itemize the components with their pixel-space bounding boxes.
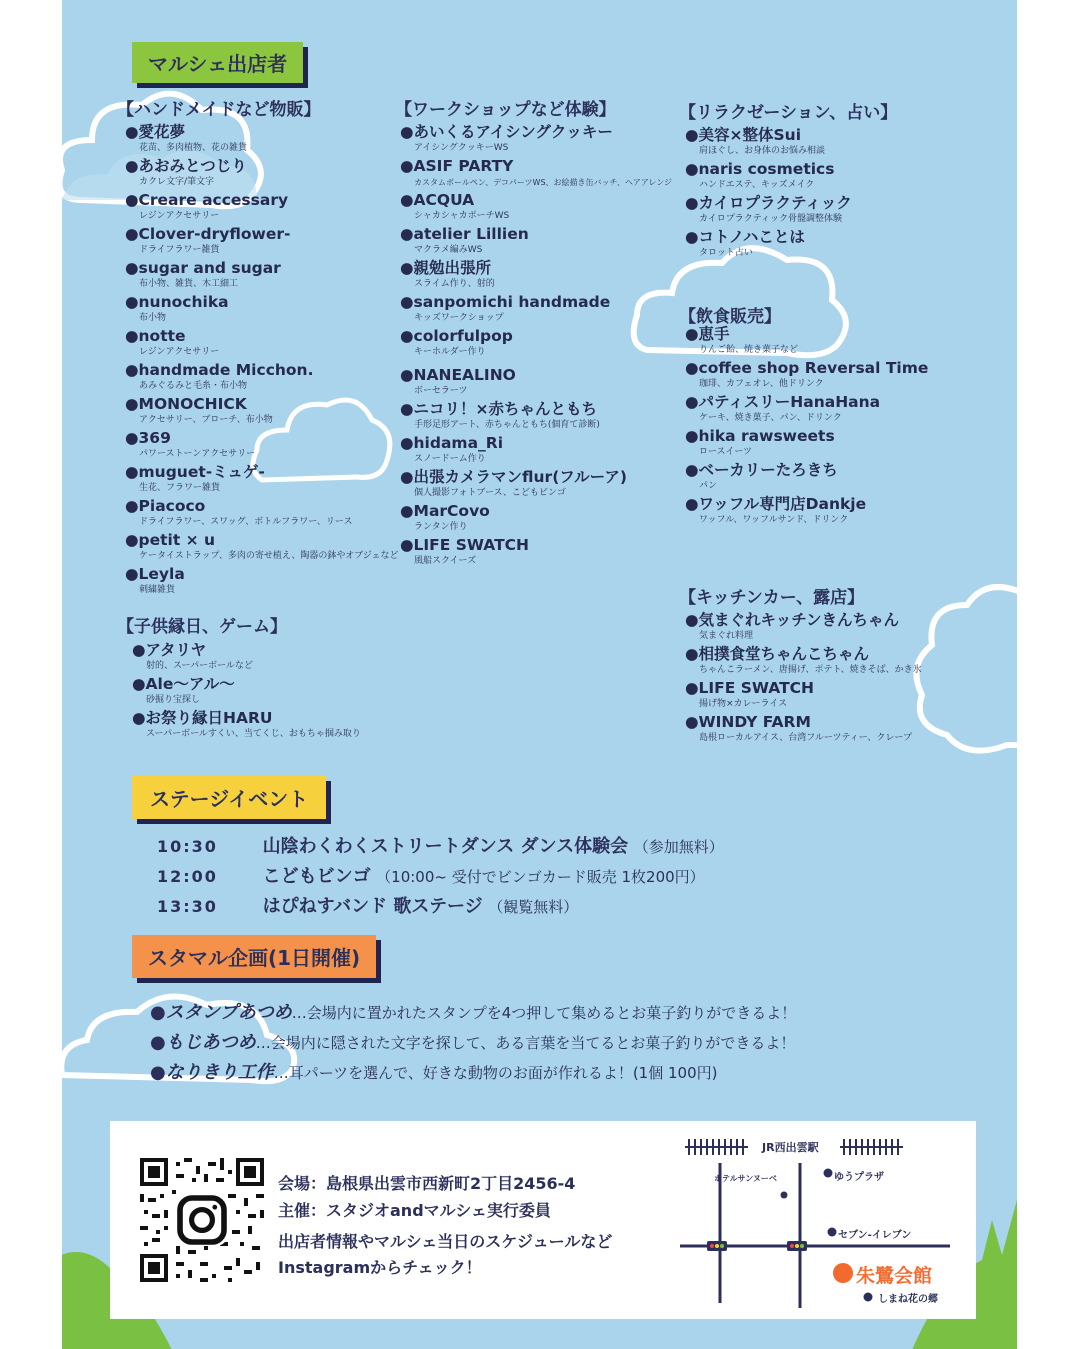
vendor-name: ●Piacoco <box>125 497 206 515</box>
poster <box>62 0 1017 1349</box>
cloud-outline-lowright <box>907 575 1017 765</box>
vendor-desc: スライム作り、射的 <box>414 279 495 289</box>
vendor-name: ●ワッフル専門店Dankje <box>685 495 867 513</box>
map-label-station: JR西出雲駅 <box>762 1141 819 1154</box>
vendor-name: ●愛花夢 <box>125 123 186 141</box>
vendor-desc: スーパーボールすくい、当てくじ、おもちゃ掴み取り <box>146 729 361 739</box>
vendor-desc: あみぐるみと毛糸・布小物 <box>139 381 248 391</box>
vendor-name: ●Ale〜アル〜 <box>132 675 235 693</box>
vendor-desc: ドライフラワー、スワッグ、ボトルフラワー、リース <box>139 517 353 527</box>
plan-title: ●スタンプあつめ <box>150 1002 292 1023</box>
vendor-name: ●handmade Micchon. <box>125 361 314 379</box>
list-item <box>400 327 672 359</box>
list-item <box>125 361 399 393</box>
list-item <box>125 293 399 325</box>
vendor-desc: パン <box>699 481 718 491</box>
vendor-desc: ケーキ、焼き菓子、パン、ドリンク <box>699 413 842 423</box>
map-label-seven-eleven: セブン-イレブン <box>838 1230 912 1241</box>
vendor-desc: レジンアクセサリー <box>139 347 220 357</box>
vendor-name: ●WINDY FARM <box>685 713 811 731</box>
vendor-name: ●naris cosmetics <box>685 160 835 178</box>
vendor-desc: キッズワークショップ <box>414 313 504 323</box>
vendor-name: ●気まぐれキッチンきんちゃん <box>685 611 899 629</box>
vendor-desc: シャカシャカポーチWS <box>414 211 510 221</box>
map-label-hotel: ホテルサンヌーベ <box>714 1174 777 1183</box>
vendor-name: ●ACQUA <box>400 191 475 209</box>
list-item <box>685 160 852 192</box>
list-item <box>685 325 928 357</box>
info-box <box>110 1121 976 1319</box>
list-item <box>125 463 399 495</box>
vendor-desc: 島根ローカルアイス、台湾フルーツティー、クレープ <box>699 733 912 743</box>
stage-row <box>157 892 578 918</box>
info-note-1: 出店者情報やマルシェ当日のスケジュールなど <box>278 1232 613 1251</box>
vendor-desc: りんご飴、焼き菓子など <box>699 345 799 355</box>
list-item <box>400 400 672 432</box>
vendor-name: ●coffee shop Reversal Time <box>685 359 929 377</box>
handmade-list <box>125 123 399 599</box>
map-label-garden: しまね花の郷 <box>878 1294 938 1305</box>
plan-desc: …会場内に置かれたスタンプを4つ押して集めるとお菓子釣りができるよ！ <box>291 1004 797 1022</box>
map-label-venue: 朱鷺会館 <box>856 1265 933 1287</box>
list-item <box>400 468 672 500</box>
list-item <box>125 429 399 461</box>
plan-title: ●なりきり工作 <box>150 1062 274 1083</box>
vendor-name: ●NANEALINO <box>400 366 516 384</box>
vendor-desc: 個人撮影フォトブース、こどもビンゴ <box>414 488 566 498</box>
vendor-name: ●あおみとつじり <box>125 157 247 175</box>
plan-title: ●もじあつめ <box>150 1032 256 1053</box>
vendor-desc: 揚げ物×カレーライス <box>699 699 788 709</box>
stage-row <box>157 862 705 888</box>
venue-address: 会場：島根県出雲市西新町2丁目2456-4 <box>278 1174 576 1193</box>
vendor-desc: ハンドエステ、キッズメイク <box>699 180 815 190</box>
vendor-name: ●colorfulpop <box>400 327 513 345</box>
vendor-name: ●muguet-ミュゲ- <box>125 463 265 481</box>
relax-list <box>685 126 852 262</box>
plan-row <box>150 1058 717 1084</box>
vendor-name: ●nunochika <box>125 293 229 311</box>
vendor-name: ●notte <box>125 327 186 345</box>
vendor-desc: アクセサリー、ブローチ、布小物 <box>139 415 273 425</box>
vendor-desc: レジンアクセサリー <box>139 211 220 221</box>
plan-row <box>150 1028 795 1054</box>
info-note-2: Instagramからチェック！ <box>278 1258 482 1277</box>
list-item <box>685 359 928 391</box>
vendor-name: ●コトノハことは <box>685 228 805 246</box>
stage-time: 13:30 <box>157 897 218 916</box>
category-handmade-title: 【ハンドメイドなど物販】 <box>117 100 321 120</box>
vendor-name: ●LIFE SWATCH <box>400 536 530 554</box>
stage-time: 12:00 <box>157 867 218 886</box>
vendor-desc: ドライフラワー雑貨 <box>139 245 220 255</box>
stage-title: こどもビンゴ <box>262 866 371 887</box>
stage-title: はぴねすバンド 歌ステージ <box>262 896 483 917</box>
vendor-desc: 生花、フラワー雑貨 <box>139 483 221 493</box>
list-item <box>125 497 399 529</box>
list-item <box>400 536 672 568</box>
vendor-desc: ロースイーツ <box>699 447 753 457</box>
list-item <box>400 366 672 398</box>
vendor-name: ●Leyla <box>125 565 185 583</box>
vendor-desc: 珈琲、カフェオレ、他ドリンク <box>699 379 824 389</box>
vendor-name: ●美容×整体Sui <box>685 126 802 144</box>
category-workshop-title: 【ワークショップなど体験】 <box>395 100 616 120</box>
vendor-name: ●出張カメラマンflur(フルーア) <box>400 468 627 486</box>
vendor-name: ●369 <box>125 429 171 447</box>
vendor-desc: 刺繍雑貨 <box>139 585 176 595</box>
vendor-desc: ちゃんこラーメン、唐揚げ、ポテト、焼きそば、かき氷 <box>699 665 922 675</box>
vendor-desc: キーホルダー作り <box>414 347 486 357</box>
vendor-name: ●Creare accessary <box>125 191 289 209</box>
vendor-desc: カイロプラクティック骨盤調整体験 <box>699 214 843 224</box>
list-item <box>400 259 672 291</box>
list-item <box>125 225 399 257</box>
list-item <box>685 126 852 158</box>
list-item <box>685 495 928 527</box>
list-item <box>125 259 399 291</box>
list-item <box>685 611 922 643</box>
vendor-name: ●パティスリーHanaHana <box>685 393 881 411</box>
list-item <box>400 434 672 466</box>
list-item <box>685 679 922 711</box>
vendor-name: ●hika rawsweets <box>685 427 835 445</box>
stage-title: 山陰わくわくストリートダンス ダンス体験会 <box>262 836 629 857</box>
vendor-desc: マクラメ編みWS <box>414 245 483 255</box>
vendor-name: ●ベーカリーたろきち <box>685 461 838 479</box>
vendor-desc: スノードーム作り <box>414 454 486 464</box>
list-item <box>125 123 399 155</box>
section-tag-plan: スタマル企画(1日開催) <box>132 935 376 978</box>
vendor-desc: 風船スクイーズ <box>414 556 477 566</box>
vendor-name: ●hidama_Ri <box>400 434 504 452</box>
vendor-desc: 布小物、雑貨、木工細工 <box>139 279 239 289</box>
vendor-name: ●恵手 <box>685 325 730 343</box>
category-relax-title: 【リラクゼーション、占い】 <box>679 103 898 123</box>
category-kitchen-title: 【キッチンカー、露店】 <box>679 588 865 608</box>
vendor-desc: ボーセラーツ <box>414 386 468 396</box>
stage-note: （参加無料） <box>633 838 724 856</box>
vendor-name: ●petit × u <box>125 531 216 549</box>
vendor-desc: カクレ文字/筆文字 <box>139 177 215 187</box>
vendor-name: ●Clover-dryflower- <box>125 225 291 243</box>
section-tag-marche: マルシェ出店者 <box>132 42 303 83</box>
vendor-desc: ケータイストラップ、多肉の寄せ植え、陶器の鉢やオブジェなど <box>139 551 399 561</box>
workshop-list <box>400 123 672 570</box>
vendor-desc: ワッフル、ワッフルサンド、ドリンク <box>699 515 849 525</box>
vendor-desc: ランタン作り <box>414 522 468 532</box>
vendor-desc: 気まぐれ料理 <box>699 631 754 641</box>
vendor-desc: パワーストーンアクセサリー <box>139 449 256 459</box>
kids-list <box>132 641 361 743</box>
vendor-desc: 砂掘り宝探し <box>146 695 201 705</box>
vendor-name: ●アタリヤ <box>132 641 207 659</box>
vendor-name: ●あいくるアイシングクッキー <box>400 123 613 141</box>
stage-note: （観覧無料） <box>488 898 579 916</box>
list-item <box>132 641 361 673</box>
vendor-name: ●ニコリ！×赤ちゃんともち <box>400 400 598 418</box>
map-label-yuu-plaza: ゆうプラザ <box>834 1172 884 1183</box>
list-item <box>125 157 399 189</box>
list-item <box>685 645 922 677</box>
instagram-qr-code[interactable] <box>140 1158 264 1282</box>
list-item <box>132 675 361 707</box>
list-item <box>685 713 922 745</box>
vendor-name: ●親勉出張所 <box>400 259 492 277</box>
list-item <box>400 123 672 155</box>
list-item <box>685 427 928 459</box>
vendor-desc: 肩ほぐし、お身体のお悩み相談 <box>699 146 826 156</box>
vendor-name: ●sugar and sugar <box>125 259 281 277</box>
vendor-desc: 射的、スーパーボールなど <box>146 661 253 671</box>
list-item <box>400 225 672 257</box>
vendor-desc: アイシングクッキーWS <box>414 143 509 153</box>
vendor-desc: カスタムボールペン、デコパーツWS、お絵描き缶バッチ、ヘアアレンジ <box>414 178 673 187</box>
stage-note: （10:00~ 受付でビンゴカード販売 1枚200円） <box>376 868 705 886</box>
list-item <box>125 565 399 597</box>
plan-row <box>150 998 796 1024</box>
list-item <box>125 191 399 223</box>
vendor-desc: 布小物 <box>139 313 167 323</box>
vendor-name: ●カイロプラクティック <box>685 194 852 212</box>
vendor-name: ●LIFE SWATCH <box>685 679 815 697</box>
list-item <box>125 395 399 427</box>
list-item <box>685 228 852 260</box>
plan-desc: …会場内に隠された文字を探して、ある言葉を当てるとお菓子釣りができるよ！ <box>255 1034 796 1052</box>
list-item <box>125 531 399 563</box>
organizer: 主催：スタジオandマルシェ実行委員 <box>278 1201 551 1220</box>
vendor-desc: 花苗、多肉植物、花の雑貨 <box>139 143 248 153</box>
category-kids-title: 【子供縁日、ゲーム】 <box>117 617 287 637</box>
list-item <box>132 709 361 741</box>
vendor-name: ●相撲食堂ちゃんこちゃん <box>685 645 870 663</box>
vendor-desc: タロット占い <box>699 248 753 258</box>
list-item <box>685 194 852 226</box>
list-item <box>400 293 672 325</box>
vendor-name: ●atelier Lillien <box>400 225 529 243</box>
list-item <box>125 327 399 359</box>
food-list <box>685 325 928 529</box>
list-item <box>685 393 928 425</box>
vendor-name: ●MarCovo <box>400 502 490 520</box>
list-item <box>400 502 672 534</box>
vendor-name: ●お祭り縁日HARU <box>132 709 273 727</box>
list-item <box>400 157 672 189</box>
stage-time: 10:30 <box>157 837 218 856</box>
section-tag-stage: ステージイベント <box>132 776 326 819</box>
category-food-title: 【飲食販売】 <box>679 307 781 327</box>
kitchen-list <box>685 611 922 747</box>
vendor-name: ●ASIF PARTY <box>400 157 514 175</box>
stage-row <box>157 832 724 858</box>
vendor-desc: 手形足形アート、赤ちゃんともち(個育て診断) <box>414 420 600 430</box>
plan-desc: …耳パーツを選んで、好きな動物のお面が作れるよ！(1個 100円) <box>273 1064 718 1082</box>
vendor-name: ●sanpomichi handmade <box>400 293 611 311</box>
vendor-name: ●MONOCHICK <box>125 395 247 413</box>
list-item <box>685 461 928 493</box>
list-item <box>400 191 672 223</box>
